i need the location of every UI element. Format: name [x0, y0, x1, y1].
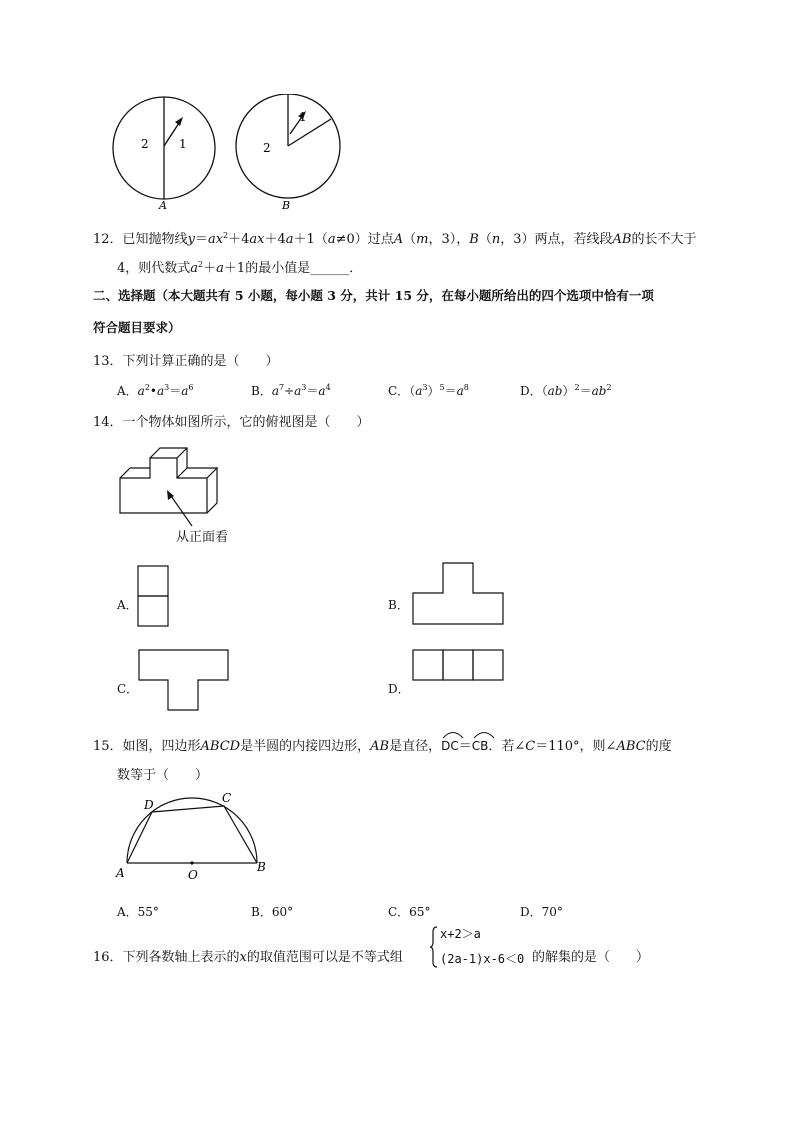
q14-option-c-label[interactable]: C．: [117, 682, 139, 696]
spinner-a-right-label: 1: [179, 137, 187, 151]
arc-cb-symbol: CB: [472, 736, 489, 757]
q15-option-d[interactable]: D．70°: [520, 905, 563, 919]
q15-semicircle-figure: [112, 790, 272, 882]
q15-option-a[interactable]: A．55°: [117, 905, 159, 919]
spinner-a-caption: A: [159, 199, 167, 212]
q15-option-b[interactable]: B．60°: [251, 905, 294, 919]
point-label-b: B: [257, 860, 266, 874]
q13-option-b[interactable]: B．$a^7\div a^3=a^4$: [251, 383, 331, 398]
point-label-a: A: [116, 866, 125, 880]
section2-heading-line1: 二、选择题（本大题共有 5 小题，每小题 3 分，共计 15 分，在每小题所给出的四个选项中恰有一项: [93, 288, 654, 303]
inequality-brace: [429, 925, 439, 969]
point-label-c: C: [222, 791, 232, 805]
q14-option-b-label[interactable]: B．: [388, 598, 409, 612]
q13-stem: 13．下列计算正确的是（ ）: [93, 354, 279, 369]
point-label-d: D: [144, 798, 154, 812]
spinner-b-caption: B: [282, 199, 291, 212]
q12-answer-blank[interactable]: ______: [310, 261, 350, 276]
q14-option-a-figure[interactable]: [137, 565, 171, 629]
point-label-o: O: [188, 868, 198, 882]
spinner-b: [236, 94, 340, 212]
spinner-b-big-label: 2: [263, 141, 271, 155]
q14-view-label: 从正面看: [176, 530, 229, 545]
center-point-o: [190, 861, 193, 864]
q14-option-c-figure[interactable]: [137, 649, 231, 713]
arc-dc-symbol: DC: [441, 736, 459, 757]
q15-line1: 15．如图，四边形ABCD是半圆的内接四边形，AB是直径， DC＝ CB．若∠C＝110°，则∠ABC的度: [93, 736, 672, 757]
q16-stem-end: 的解集的是（ ）: [532, 950, 650, 965]
q16-inequality-2: (2a-1)x-6＜0: [440, 952, 525, 966]
spinner-b-small-label: 1: [299, 110, 307, 124]
q14-option-b-figure[interactable]: [411, 562, 507, 628]
q13-option-a[interactable]: A．$a^2•a^3=a^6$: [117, 383, 194, 398]
q15-option-c[interactable]: C．65°: [388, 905, 431, 919]
q13-option-c[interactable]: C．$(a^3)^5=a^8$: [388, 383, 469, 398]
q14-option-d-label[interactable]: D．: [388, 682, 410, 696]
q12-line1: 12．已知抛物线$y=ax^2+4ax+4a+1(a\ne 0)$过点A（m，3），B（n，3）两点，若线段AB的长不大于: [93, 231, 697, 247]
q13-option-d[interactable]: D．$(ab)^2=ab^2$: [520, 383, 612, 398]
q14-stem: 14．一个物体如图所示，它的俯视图是（ ）: [93, 415, 370, 430]
q14-option-d-figure[interactable]: [411, 648, 507, 684]
q16-inequality-1: x+2＞a: [440, 927, 481, 941]
spinner-a-left-label: 2: [141, 137, 149, 151]
q15-line2: 数等于（ ）: [117, 768, 209, 783]
q12-line2: 4，则代数式$a^2+a+1$的最小值是______．: [117, 260, 363, 276]
spinner-a: [113, 97, 215, 212]
spinner-figure: [108, 94, 343, 214]
section2-heading-line2: 符合题目要求）: [93, 320, 181, 335]
q16-stem-start: 16．下列各数轴上表示的x的取值范围可以是不等式组: [93, 950, 403, 965]
q14-option-a-label[interactable]: A．: [117, 598, 138, 612]
